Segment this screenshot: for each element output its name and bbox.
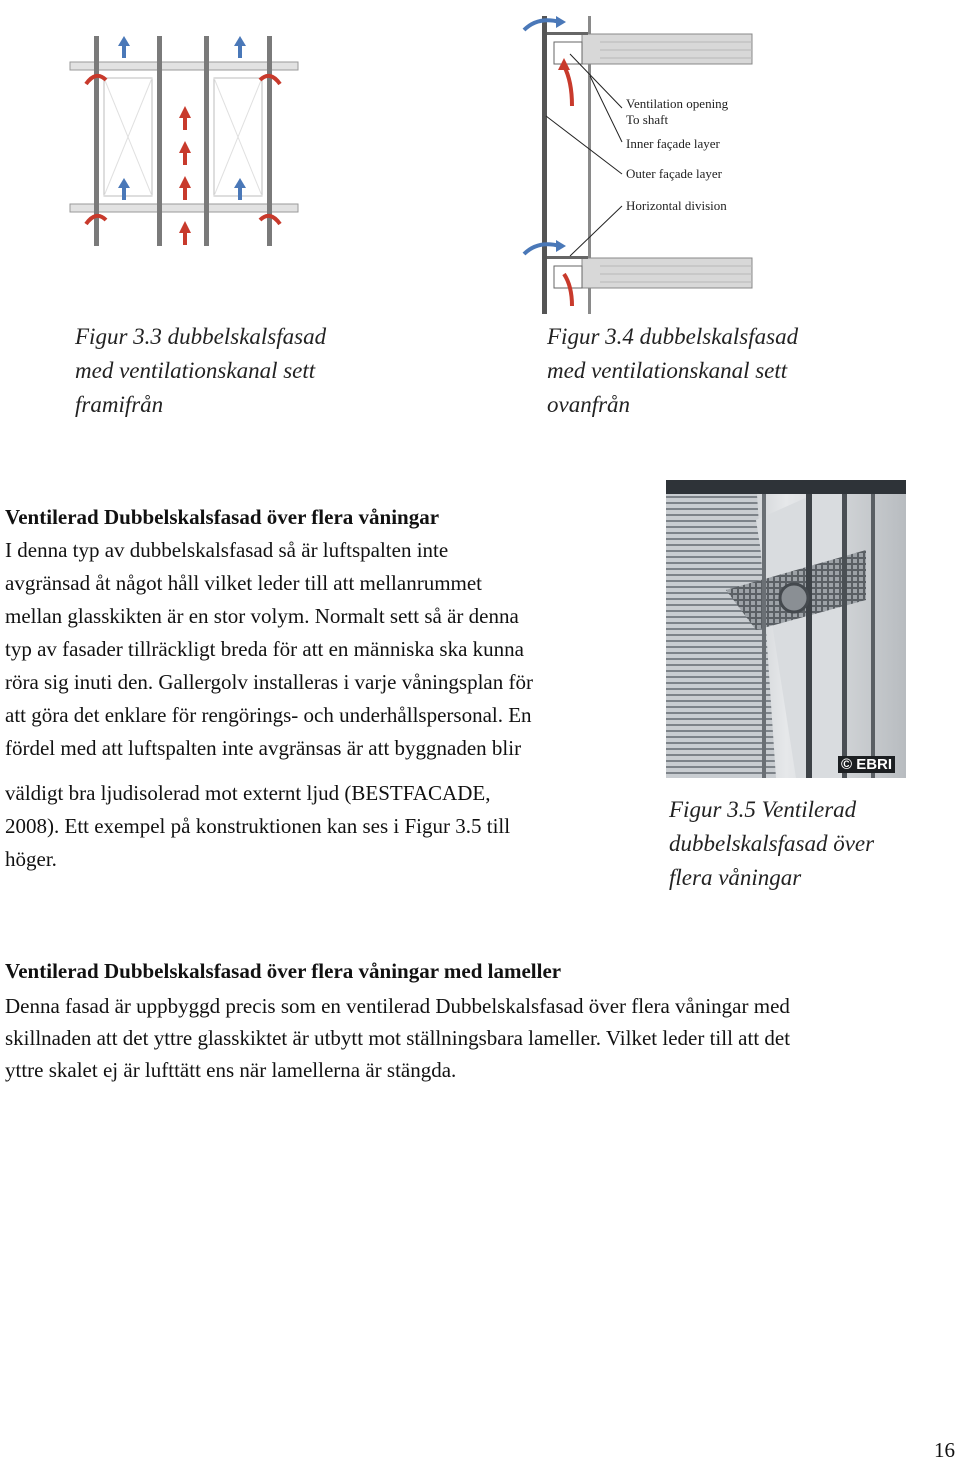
text-line: fördel med att luftspalten inte avgränsas är att byggnaden blir [5,736,522,760]
caption-line: framifrån [75,392,164,417]
text-line: avgränsad åt något håll vilket leder till att mellanrummet [5,571,483,595]
fig-3-4-label-ventilation-opening: Ventilation opening [626,96,729,111]
figure-3-5-caption [669,793,959,895]
section-body [5,990,960,1086]
text-line: väldigt bra ljudisolerad mot externt ljud (BESTFACADE, [5,781,491,805]
caption-line: Figur 3.4 dubbelskalsfasad [547,324,799,349]
text-line: mellan glasskikten är en stor volym. Normalt sett så är denna [5,604,519,628]
fig-3-4-label-outer-facade: Outer façade layer [626,166,722,181]
text-line: att göra det enklare för rengörings- och underhållspersonal. En [5,703,532,727]
text-line: typ av fasader tillräckligt breda för att en människa ska kunna [5,637,524,661]
caption-line: dubbelskalsfasad över [669,831,875,856]
text-line: 2008). Ett exempel på konstruktionen kan ses i Figur 3.5 till [5,814,511,838]
caption-line: med ventilationskanal sett [75,358,316,383]
text-line: skillnaden att det yttre glasskiktet är utbytt mot ställningsbara lameller. Vilket leder till att det [5,1026,791,1050]
figure-3-5-watermark: © EBRI [838,756,895,773]
caption-line: ovanfrån [547,392,631,417]
figure-3-4-diagram [510,6,760,314]
section-heading: Ventilerad Dubbelskalsfasad över flera våningar [5,505,440,529]
section-heading: Ventilerad Dubbelskalsfasad över flera våningar med lameller [5,959,562,983]
text-line: yttre skalet ej är lufttätt ens när lamellerna är stängda. [5,1058,457,1082]
text-line: höger. [5,847,57,871]
fig-3-4-label-horizontal-division: Horizontal division [626,198,727,213]
page-number: 16 [934,1438,955,1462]
fig-3-4-label-inner-facade: Inner façade layer [626,136,720,151]
section-body [5,534,655,876]
text-line: Denna fasad är uppbyggd precis som en ventilerad Dubbelskalsfasad över flera våningar med [5,994,790,1018]
fig-3-4-label-to-shaft: To shaft [626,112,669,127]
caption-line: Figur 3.5 Ventilerad [669,797,857,822]
text-line: röra sig inuti den. Gallergolv installeras i varje våningsplan för [5,670,533,694]
figure-3-3-caption [75,320,395,422]
figure-3-3-diagram [64,28,304,250]
caption-line: flera våningar [669,865,802,890]
caption-line: Figur 3.3 dubbelskalsfasad [75,324,327,349]
figure-3-4-caption [547,320,867,422]
caption-line: med ventilationskanal sett [547,358,788,383]
figure-3-5-photo [666,480,906,778]
text-line: I denna typ av dubbelskalsfasad så är luftspalten inte [5,538,449,562]
